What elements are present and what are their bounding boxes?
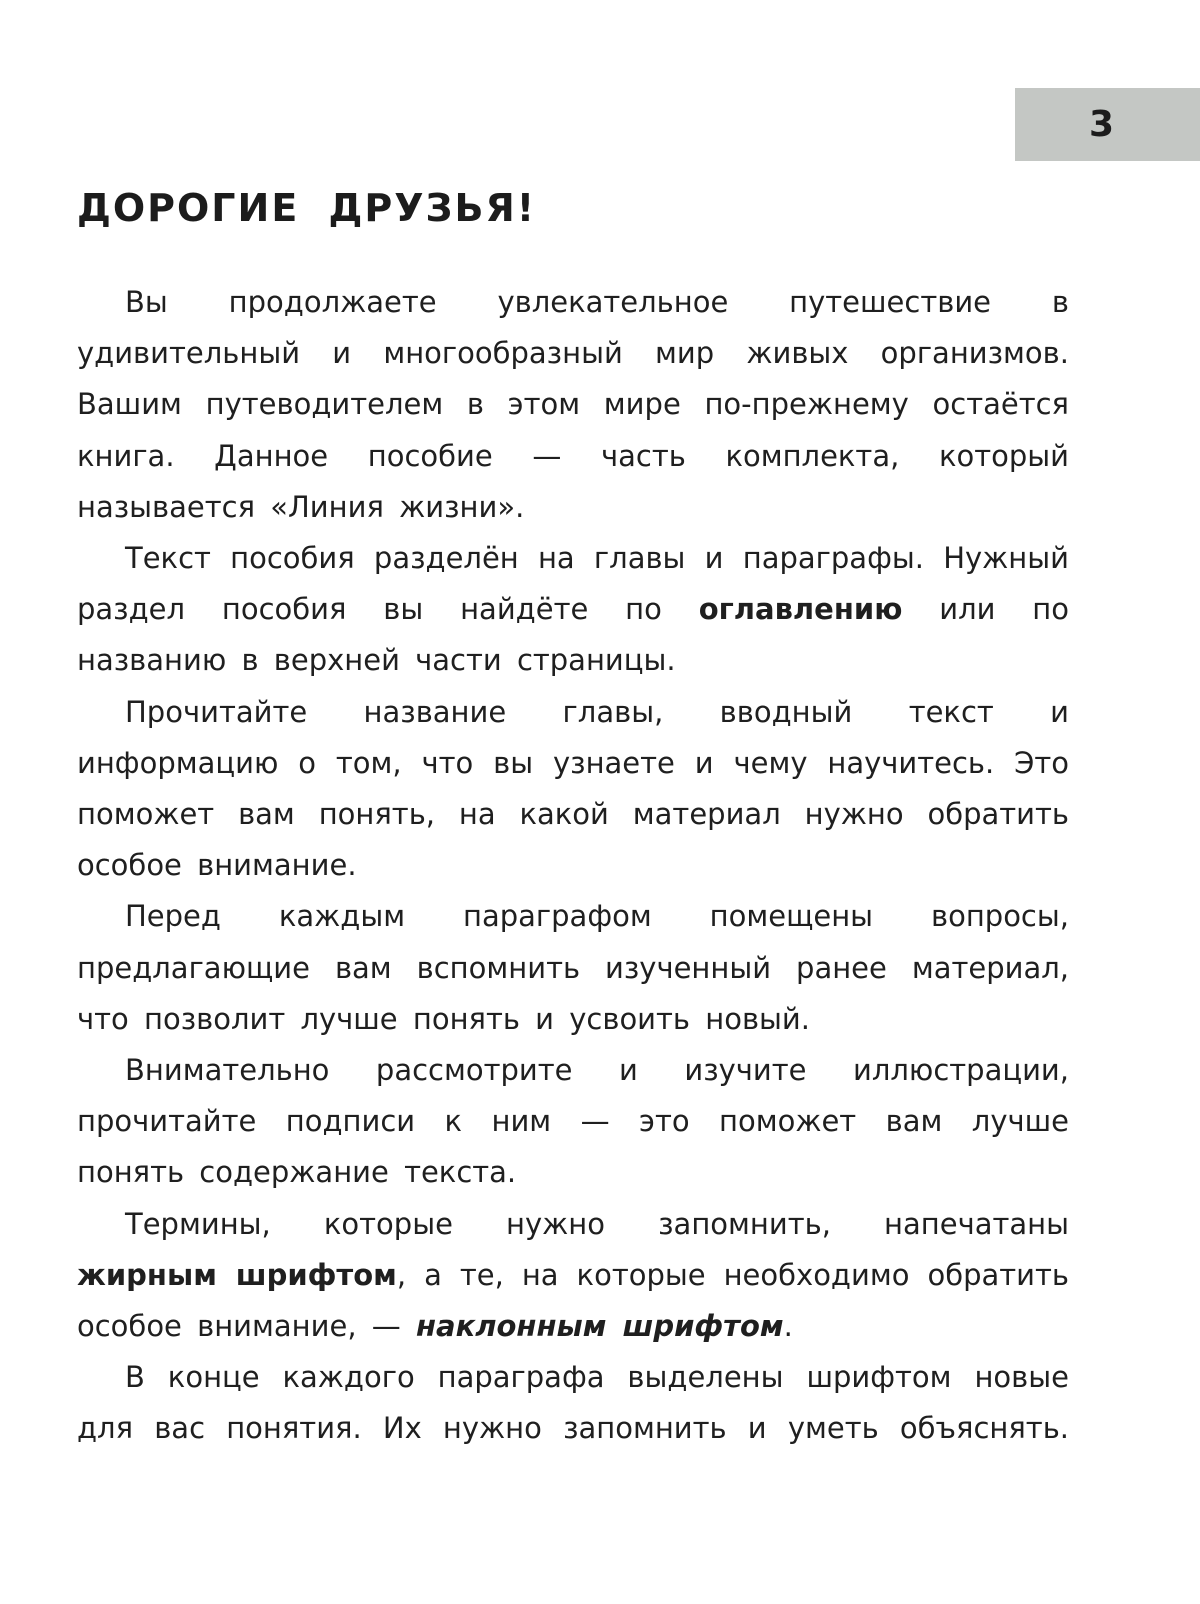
paragraph-terms-text-middle: , а те, на которые необходимо обратить особое внимание, — [77,1257,1069,1344]
term-bold-font: жирным шрифтом [77,1257,397,1292]
page-number-tab [1015,88,1200,161]
term-table-of-contents: оглавлению [698,592,903,627]
paragraph-illustrations: Внимательно рассмотрите и изучите иллюстрации, прочитайте подписи к ним — это поможет вам лучше понять содержание текста. [77,1053,1069,1190]
paragraph-intro: Вы продолжаете увлекательное путешествие в удивительный и многообразный мир живых организмов. Вашим путеводителем в этом мире по-прежнему остаётся книга. Данное пособие — часть комплекта, который называется «Линия жизни». [77,285,1069,524]
paragraph-questions: Перед каждым параграфом помещены вопросы, предлагающие вам вспомнить изученный ранее материал, что позволит лучше понять и усвоить новый. [77,899,1069,1036]
body-text [77,277,1069,1455]
page-title: ДОРОГИЕ ДРУЗЬЯ! [77,186,537,230]
paragraph-concepts: В конце каждого параграфа выделены шрифтом новые для вас понятия. Их нужно запомнить и уметь объяснять. [77,1360,1069,1446]
paragraph-terms [77,1199,1069,1353]
paragraph-structure-text-after: или по названию в верхней части страницы. [77,592,1069,678]
paragraph-structure-text-before: Текст пособия разделён на главы и параграфы. Нужный раздел пособия вы найдёте по [77,541,1069,627]
paragraph-terms-text-after: . [783,1309,793,1344]
term-italic-font: наклонным шрифтом [415,1309,784,1344]
paragraph-terms-text-before: Термины, которые нужно запомнить, напечатаны [125,1206,1069,1241]
page-number: 3 [1088,104,1115,145]
paragraph-structure [77,533,1069,687]
paragraph-chapter-intro: Прочитайте название главы, вводный текст и информацию о том, что вы узнаете и чему научитесь. Это поможет вам понять, на какой материал нужно обратить особое внимание. [77,694,1069,883]
